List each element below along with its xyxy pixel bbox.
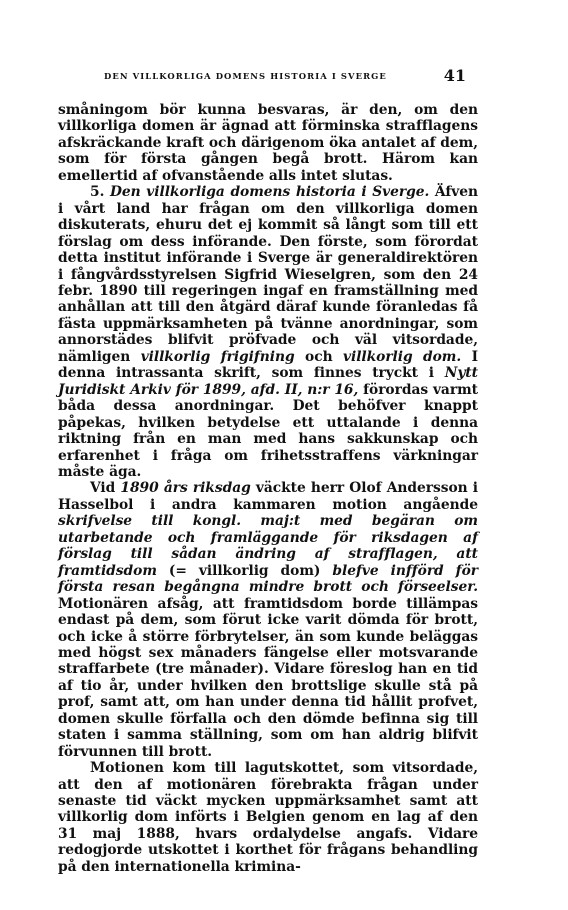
paragraph-1: småningom bör kunna besvaras, är den, om den villkorliga domen är ägnad att förminska strafflagens afskräckande kraft och därigenom öka antalet af dem, som för första gången begå brott. Härom kan emellertid af ofvanstående alls intet slutas. xyxy=(58,102,478,184)
paragraph-2-text-c: I denna intrassanta skrift, som finnes tryckt i xyxy=(58,348,478,382)
italic-riksdag-year: 1890 års riksdag xyxy=(120,480,251,497)
paragraph-3-text-c: (= villkorlig dom) xyxy=(156,562,333,579)
italic-motion-continuation: blefve infförd för första resan begångna mindre brott och förseelser. xyxy=(58,562,478,596)
running-head: DEN VILLKORLIGA DOMENS HISTORIA I SVERGE xyxy=(104,71,387,81)
paragraph-2-text-d: förordas varmt båda dessa anordningar. Det behöfver knappt påpekas, hvilken betydelse ett uttalande i denna riktning från en man med hans sakkunskap och erfarenhet i fråga om frihetsstraffens värkningar måste äga. xyxy=(58,381,478,480)
paragraph-2 xyxy=(58,184,478,480)
paragraph-3 xyxy=(58,480,478,760)
page-header xyxy=(58,62,478,86)
page-number: 41 xyxy=(443,66,466,85)
section-title: Den villkorliga domens historia i Sverge. xyxy=(109,184,430,201)
italic-journal-citation: Nytt Juridiskt Arkiv för 1899, afd. II, n:r 16, xyxy=(58,365,478,398)
paragraph-4: Motionen kom till lagutskottet, som vitsordade, att den af motionären förebrakta frågan under senaste tid väckt mycken uppmärksamhet samt att villkorlig dom införts i Belgien genom en lag af den 31 maj 1888, hvars ordalydelse angafs. Vidare redogjorde utskottet i korthet för frågans behandling på den internationella krimina- xyxy=(58,760,478,875)
paragraph-3-text-a: Vid xyxy=(90,480,121,497)
paragraph-2-text-b: och xyxy=(294,348,343,365)
body-text xyxy=(58,102,478,875)
document-page xyxy=(58,62,478,875)
paragraph-3-text-b: väckte herr Olof Andersson i Hasselbol i andra kammaren motion angående xyxy=(58,480,478,513)
section-number: 5. xyxy=(90,184,105,201)
italic-villkorlig-dom: villkorlig dom. xyxy=(343,348,462,365)
paragraph-3-text-d: Motionären afsåg, att framtidsdom borde tillämpas endast på dem, som förut icke varit dömda för brott, och icke å större förbrytelser, än som kunde beläggas med högst sex månaders fängelse eller motsvarande straffarbete (tre månader). Vidare föreslog han en tid af tio år, under hvilken den brottslige skulle stå på prof, samt att, om han under denna tid hållit profvet, domen skulle förfalla och den dömde befinna sig till staten i samma ställning, som om han aldrig blifvit förvunnen till brott. xyxy=(58,595,478,760)
italic-motion-title: skrifvelse till kongl. maj:t med begäran om utarbetande och framläggande för riksdagen af förslag till sådan ändring af strafflagen, att framtidsdom xyxy=(58,513,478,579)
italic-villkorlig-frigifning: villkorlig frigifning xyxy=(140,348,295,365)
paragraph-2-text-a: Äfven i vårt land har frågan om den villkorliga domen diskuterats, ehuru det ej kommit så långt som till ett förslag om dess införande. Den förste, som förordat detta institut införande i Sverge är generaldirektören i fångvårdsstyrelsen Sigfrid Wieselgren, som den 24 febr. 1890 till regeringen ingaf en framställning med anhållan att till den åtgärd däraf kunde föranledas få fästa uppmärksamheten på tvänne anordningar, som annorstädes blifvit pröfvade och väl vitsordade, nämligen xyxy=(58,184,478,365)
